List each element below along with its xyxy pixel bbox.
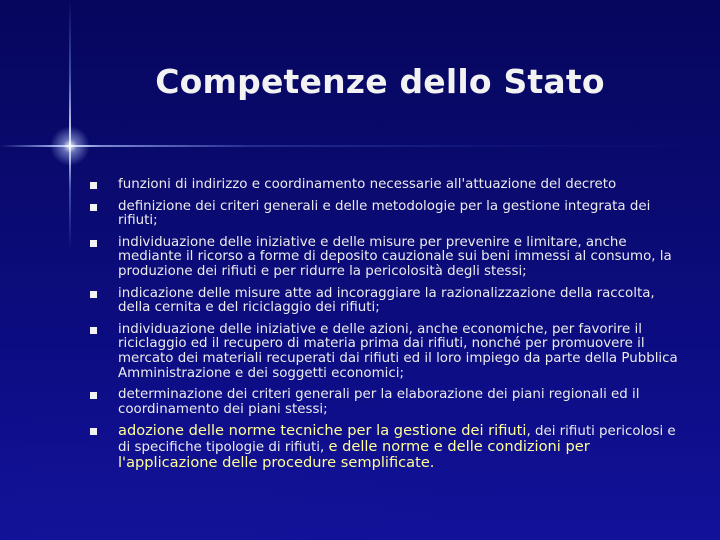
list-item-text: definizione dei criteri generali e delle metodologie per la gestione integrata dei rifiuti; <box>118 198 651 229</box>
list-item-text: indicazione delle misure atte ad incoraggiare la razionalizzazione della raccolta, della cernita e del riciclaggio dei rifiuti; <box>118 285 655 316</box>
square-bullet-icon <box>90 291 97 298</box>
square-bullet-icon <box>90 182 97 189</box>
square-bullet-icon <box>90 392 97 399</box>
list-item-text: individuazione delle iniziative e delle azioni, anche economiche, per favorire il riciclaggio ed il recupero di materia prima dai rifiuti, nonché per promuovere il mercato dei materiali recuperati dai rifiuti ed il loro impiego da parte della Pubblica Amministrazione e dei soggetti economici; <box>118 321 678 381</box>
list-item-text: funzioni di indirizzo e coordinamento necessarie all'attuazione del decreto <box>118 177 617 192</box>
list-item <box>90 178 680 193</box>
light-flare-vertical <box>69 0 71 250</box>
list-item <box>90 287 680 316</box>
square-bullet-icon <box>90 327 97 334</box>
highlighted-text-1: adozione delle norme tecniche per la gestione dei rifiuti <box>118 422 527 440</box>
light-flare-glow <box>50 126 90 166</box>
square-bullet-icon <box>90 428 97 435</box>
list-item <box>90 323 680 381</box>
list-item <box>90 200 680 229</box>
square-bullet-icon <box>90 204 97 211</box>
list-item-text: determinazione dei criteri generali per la elaborazione dei piani regionali ed il coordinamento dei piani stessi; <box>118 387 640 417</box>
list-item-text: individuazione delle iniziative e delle misure per prevenire e limitare, anche mediante il ricorso a forme di deposito cauzionale sui beni immessi al consumo, la produzione dei rifiuti e per ridurre la pericolosità degli stessi; <box>118 234 672 279</box>
highlighted-text-2: e delle norme e delle condizioni per l'applicazione delle procedure semplificate. <box>118 437 590 471</box>
list-item <box>90 388 680 417</box>
list-item-text: , dei rifiuti pericolosi e di specifiche tipologie di rifiuti, <box>118 424 676 455</box>
slide-title: Competenze dello Stato <box>155 62 605 101</box>
list-item <box>90 236 680 280</box>
list-item-highlighted <box>90 424 680 471</box>
bullet-list <box>90 178 680 478</box>
light-flare-horizontal <box>0 145 720 147</box>
square-bullet-icon <box>90 240 97 247</box>
